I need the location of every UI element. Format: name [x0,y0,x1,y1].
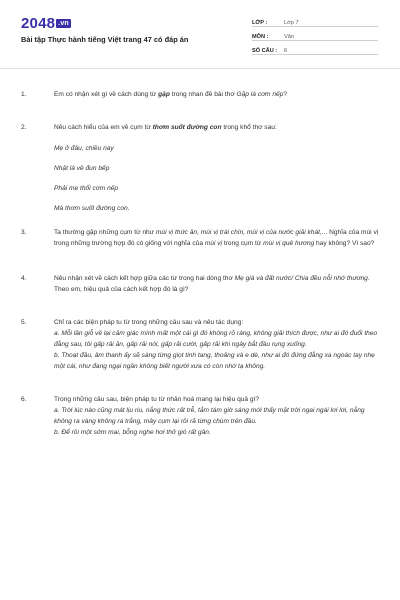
meta-label: SỐ CÂU : [252,48,278,54]
verse-line: Nhặt lá về đun bếp [54,165,110,172]
meta-row-class [252,13,378,27]
page-title: Bài tập Thực hành tiếng Việt trang 47 có đáp án [21,35,189,44]
text-run-italic: mùi vị thức ăn, mùi vị trái chín, mùi vị của nước giải khát, [155,229,322,236]
text-run-italic: Gặp lá cơm nếp [236,91,284,98]
text-run-emphasis: thơm suốt đường con [152,124,222,131]
header [0,0,400,66]
meta-table [252,13,378,55]
text-run: ? [283,91,288,98]
question-item [21,317,381,372]
text-run: trong nhan đề bài thơ [169,91,237,98]
verse-line: Phải mẹ thổi cơm nếp [54,185,119,192]
question-text [54,227,381,249]
text-run: Nêu nhận xét về cách kết hợp giữa các từ trong hai dòng thơ [54,275,235,282]
question-text [54,122,381,133]
meta-label: LỚP : [252,20,268,26]
meta-value: 6 [284,48,288,54]
meta-row-count [252,41,378,55]
question-number: 5. [21,319,27,326]
question-item [21,89,381,100]
text-run: . Theo em, hiệu quả của cách kết hợp đó là gì? [54,275,370,293]
example-sentence: b. Để rồi một sớm mai, bỗng nghe hơi thở gió rất gần. [54,429,211,436]
text-run-emphasis: gặp [158,91,170,98]
question-text: Trong những câu sau, biện pháp tu từ nhân hoá mang lại hiệu quả gì? [54,396,260,403]
question-number: 6. [21,396,27,403]
example-sentence: a. Trời lúc nào cũng mát lịu riu, nắng thức rất trễ, tắm tám giờ sáng mới thấy mặt trời ngai ngái lơi lơi, nắng không ra vàng không ra trắng, mây cụm lại rồi rã từng chùm trên đầu. [54,407,365,425]
question-number: 3. [21,229,27,236]
question-text [54,273,381,295]
site-logo[interactable] [21,15,71,32]
verse-line: Mẹ ở đâu, chiều nay [54,145,114,152]
text-run: hay không? Vì sao? [314,240,375,247]
meta-value: Văn [284,34,294,40]
header-divider [0,68,400,69]
text-run-italic: mùi vị [204,240,223,247]
question-item [21,273,381,295]
text-run: trong khổ thơ sau: [221,124,277,131]
verse-line: Mà thơm suốt đường con. [54,205,130,212]
meta-label: MÔN : [252,34,269,40]
question-text: Chỉ ra các biện pháp tu từ trong những câu sau và nêu tác dụng: [54,319,244,326]
text-run: trong cụm từ [222,240,264,247]
question-list [21,89,381,438]
logo-tld: .vn [58,20,69,27]
text-run-italic: mùi vị quê hương [263,240,315,247]
question-item [21,394,381,438]
text-run-italic: Mẹ già và đất nước/ Chia đều nỗi nhớ thương [234,275,368,282]
question-text [54,89,381,100]
meta-row-subject [252,27,378,41]
poem-verse [54,143,381,214]
question-number: 1. [21,91,27,98]
meta-value: Lớp 7 [284,20,299,26]
logo-text: 2048 [21,15,56,32]
text-run: Nêu cách hiểu của em về cụm từ [54,124,153,131]
text-run: Em có nhận xét gì về cách dùng từ [54,91,159,98]
question-number: 4. [21,275,27,282]
text-run: Ta thường gặp những cụm từ như [54,229,156,236]
question-number: 2. [21,124,27,131]
question-item [21,122,381,214]
example-sentence: a. Mỗi lần giỗ về lại cảm giác mình mất một cái gì đó không rõ ràng, không giải thích được, như ai đó đuổi theo đằng sau, tôi gấp rải ăn, gấp rải nói, gấp rải cười, gấp rải khi ngày bắt đầu rụng xuống. [54,330,378,348]
text-run: ... Nghĩa của mùi vị trong những trường hợp đó có giống với nghĩa của [54,229,379,247]
example-sentence: b. Thoạt đầu, âm thanh ấy sẽ sàng từng giọt tinh tang, thoảng và e dè, như ai đó đứng đằng xa ngoác tay nhẹ một cái, như đang ngại ngần không biết người xưa có còn nhớ tạ không. [54,352,375,370]
question-item [21,227,381,249]
